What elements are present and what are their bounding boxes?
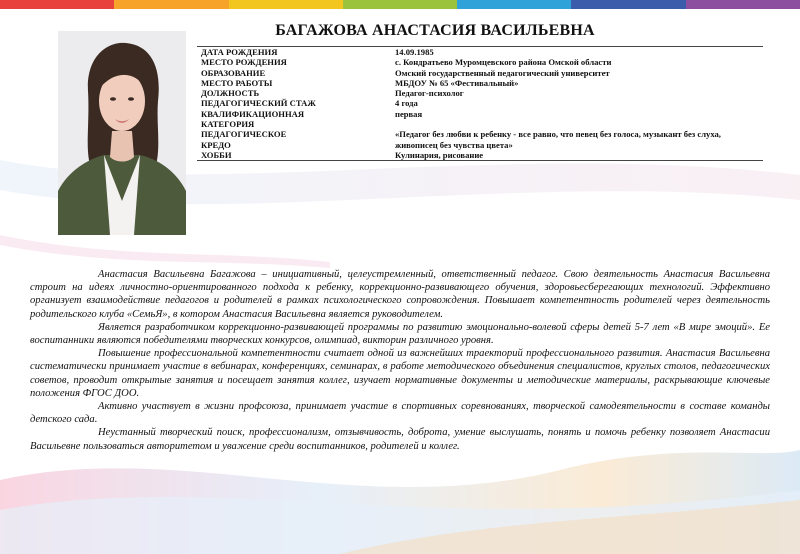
info-key: ДАТА РОЖДЕНИЯ <box>197 47 391 58</box>
info-key: МЕСТО РАБОТЫ <box>201 77 273 88</box>
info-table <box>197 46 763 161</box>
bar-segment <box>686 0 800 9</box>
paragraph: Анастасия Васильевна Багажова – инициативный, целеустремленный, ответственный педагог. Свою деятельность Анастасия Васильевна строит на идеях личностно-ориентированного подхода к ребенку, коррекционно-развивающего обучения, здоровьесберегающих технологий. Эффективно организует взаимодействие педагогов и родителей в рамках психологического сопровождения. Повышает компетентность родителей через деятельность родительского клуба «СемьЯ», в котором Анастасия Васильевна является руководителем. <box>30 269 770 320</box>
info-value: Омский государственный педагогический университет <box>395 67 610 78</box>
bar-segment <box>114 0 228 9</box>
info-key: ОБРАЗОВАНИЕ <box>201 67 266 78</box>
info-row <box>197 109 763 119</box>
info-row <box>197 150 763 161</box>
info-value: МБДОУ № 65 «Фестивальный» <box>395 77 519 88</box>
info-row <box>197 129 763 139</box>
bar-segment <box>343 0 457 9</box>
bar-segment <box>229 0 343 9</box>
info-row <box>197 47 763 58</box>
info-value: с. Кондратьево Муромцевского района Омской области <box>395 57 612 68</box>
info-key: ХОББИ <box>197 150 391 161</box>
info-key: ПЕДАГОГИЧЕСКИЙ СТАЖ <box>201 98 316 109</box>
info-row <box>197 88 763 98</box>
description-text <box>30 268 770 453</box>
info-row <box>197 78 763 88</box>
info-key: ПЕДАГОГИЧЕСКОЕ <box>201 129 287 140</box>
info-value: 14.09.1985 <box>391 47 763 58</box>
info-key: ДОЛЖНОСТЬ <box>201 88 260 99</box>
info-key: КАТЕГОРИЯ <box>201 119 255 130</box>
info-value: «Педагог без любви к ребенку - все равно, что певец без голоса, музыкант без слуха, <box>395 129 721 140</box>
info-row <box>197 68 763 78</box>
info-value <box>391 119 763 129</box>
info-value: живописец без чувства цвета» <box>395 139 513 150</box>
page-title: БАГАЖОВА АНАСТАСИЯ ВАСИЛЬЕВНА <box>275 22 595 39</box>
paragraph: Является разработчиком коррекционно-развивающей программы по развитию эмоционально-волевой сферы детей 5-7 лет «В мире эмоций». Ее воспитанники являются победителями творческих конкурсов, олимпиад, викторин различного уровня. <box>30 321 770 347</box>
info-value: Кулинария, рисование <box>391 150 763 161</box>
bar-segment <box>457 0 571 9</box>
paragraph: Активно участвует в жизни профсоюза, принимает участие в спортивных соревнованиях, творческой самодеятельности в составе команды детского сада. <box>30 401 770 426</box>
info-row <box>197 98 763 108</box>
paragraph: Повышение профессиональной компетентности считает одной из важнейших траекторий профессионального развития. Анастасия Васильевна систематически принимает участие в вебинарах, конференциях, семинарах, в работе методического объединения специалистов, круглых столов, педагогических советов, проводит открытые занятия и посещает занятия коллег, изучает нормативные документы и методические материалы, раскрывающие ключевые положения ФГОС ДОО. <box>30 348 770 399</box>
info-value: Педагог-психолог <box>395 88 464 99</box>
info-row <box>197 119 763 129</box>
info-value: 4 года <box>395 98 418 109</box>
bar-segment <box>571 0 685 9</box>
info-key: МЕСТО РОЖДЕНИЯ <box>201 57 287 68</box>
bar-segment <box>0 0 114 9</box>
paragraph: Неустанный творческий поиск, профессионализм, отзывчивость, доброта, умение выслушать, понять и помочь ребенку позволяет Анастасии Васильевне пользоваться авторитетом и уважение среди воспитанников, родителей и коллег. <box>30 427 770 452</box>
portrait-photo <box>58 31 186 235</box>
info-row <box>197 57 763 67</box>
info-row <box>197 140 763 150</box>
info-key: КРЕДО <box>201 139 231 150</box>
info-value: первая <box>395 108 423 119</box>
top-color-bar <box>0 0 800 9</box>
info-key: КВАЛИФИКАЦИОННАЯ <box>201 108 305 119</box>
portrait-illustration <box>58 31 186 235</box>
